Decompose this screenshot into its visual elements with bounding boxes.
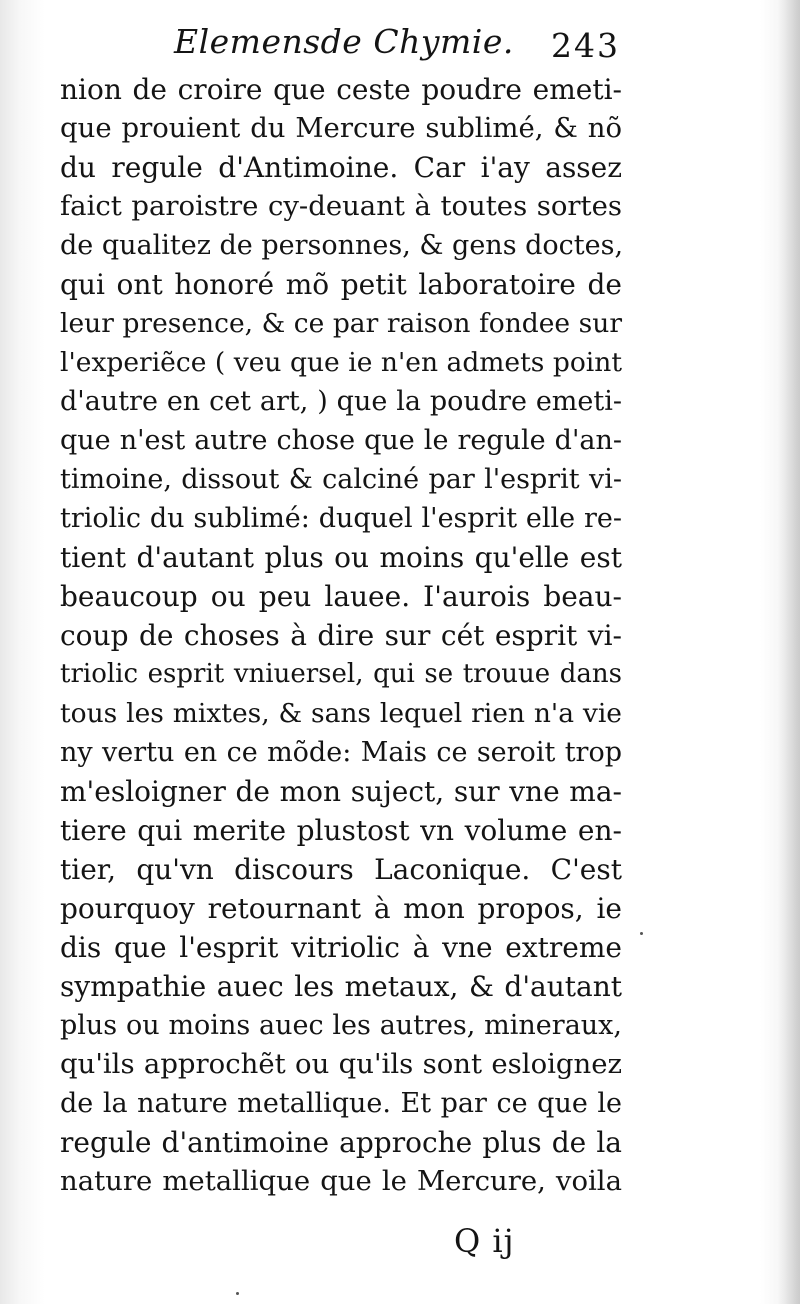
ink-speck [236,1292,239,1295]
text-line: triolic esprit vniuersel, qui se trouue dans [60,659,622,689]
text-line: regule d'antimoine approche plus de la [60,1126,622,1159]
text-line: tiere qui merite plustost vn volume en- [60,814,622,847]
text-line: d'autre en cet art, ) que la poudre emeti- [60,386,622,417]
text-line: beaucoup ou peu lauee. I'aurois beau- [60,580,622,613]
text-line: nion de croire que ceste poudre emeti- [60,73,622,106]
text-line: de qualitez de personnes, & gens doctes, [60,230,624,261]
text-line: que prouient du Mercure sublimé, & nõ [60,112,622,144]
text-line: faict paroistre cy-deuant à toutes sortes [60,190,622,222]
ink-speck [640,932,643,935]
text-line: l'experiẽce ( veu que ie n'en admets point [60,347,622,378]
text-line: de la nature metallique. Et par ce que le [60,1088,622,1119]
text-line: m'esloigner de mon suject, sur vne ma- [60,775,622,808]
text-line: coup de choses à dire sur cét esprit vi- [60,619,622,652]
text-line: triolic du sublimé: duquel l'esprit elle re- [60,503,622,534]
text-line: tient d'autant plus ou moins qu'elle est [60,541,622,574]
running-title: Elemensde Chymie. [174,22,514,61]
text-line: pourquoy retournant à mon propos, ie [60,892,622,925]
text-line: nature metallique que le Mercure, voila [60,1165,622,1197]
text-line: timoine, dissout & calciné par l'esprit vi- [60,464,622,495]
text-line: ny vertu en ce mõde: Mais ce seroit trop [60,737,622,768]
page-number: 243 [551,26,620,65]
text-line: que n'est autre chose que le regule d'an- [60,425,622,456]
text-line: qu'ils approchẽt ou qu'ils sont esloignez [60,1048,622,1080]
text-line: leur presence, & ce par raison fondee sur [60,308,622,339]
text-line: sympathie auec les metaux, & d'autant [60,970,622,1003]
text-line: plus ou moins auec les autres, mineraux, [60,1010,622,1041]
text-line: tier, qu'vn discours Laconique. C'est [60,853,622,886]
text-line: qui ont honoré mõ petit laboratoire de [60,268,622,301]
text-line: du regule d'Antimoine. Car i'ay assez [60,151,622,184]
text-line: tous les mixtes, & sans lequel rien n'a vie [60,698,622,729]
body-text [60,70,622,1201]
running-head [60,22,620,70]
page-edge-shadow [778,0,800,1304]
signature-mark: Q ij [454,1222,515,1260]
text-line: dis que l'esprit vitriolic à vne extreme [60,931,622,964]
